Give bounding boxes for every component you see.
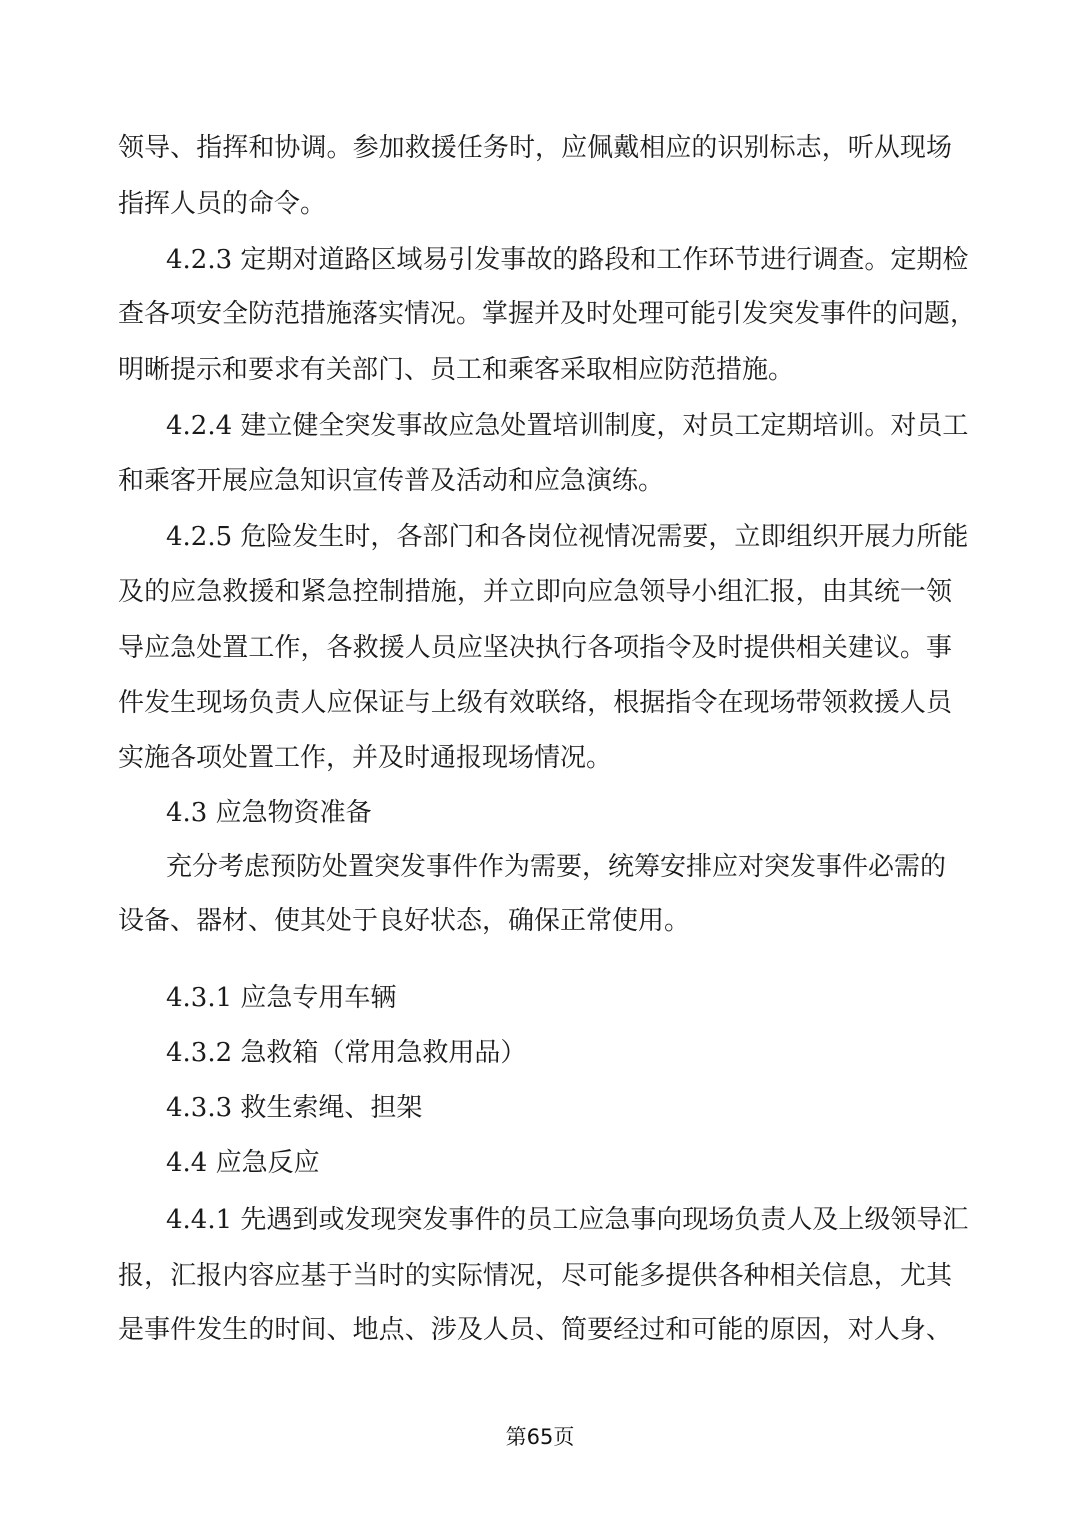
list-item: 4.3.1 应急专用车辆 (166, 983, 397, 1013)
body-text-line: 实施各项处置工作，并及时通报现场情况。 (118, 743, 613, 773)
section-heading: 4.4 应急反应 (166, 1148, 320, 1178)
body-text-line: 4.2.5 危险发生时，各部门和各岗位视情况需要，立即组织开展力所能 (166, 522, 969, 552)
body-text-line: 及的应急救援和紧急控制措施，并立即向应急领导小组汇报，由其统一领 (118, 577, 952, 607)
list-item: 4.3.3 救生索绳、担架 (166, 1093, 423, 1123)
body-text-line: 设备、器材、使其处于良好状态，确保正常使用。 (118, 906, 691, 936)
body-text-line: 4.4.1 先遇到或发现突发事件的员工应急事向现场负责人及上级领导汇 (166, 1205, 969, 1235)
body-text-line: 明晰提示和要求有关部门、员工和乘客采取相应防范措施。 (118, 355, 795, 385)
body-text-line: 查各项安全防范措施落实情况。掌握并及时处理可能引发突发事件的问题， (118, 299, 977, 329)
section-heading: 4.3 应急物资准备 (166, 798, 372, 828)
body-text-line: 领导、指挥和协调。参加救援任务时，应佩戴相应的识别标志，听从现场 (118, 133, 952, 163)
body-text-line: 指挥人员的命令。 (118, 189, 327, 219)
body-text-line: 导应急处置工作，各救援人员应坚决执行各项指令及时提供相关建议。事 (118, 633, 952, 663)
body-text-line: 和乘客开展应急知识宣传普及活动和应急演练。 (118, 466, 665, 496)
body-text-line: 4.2.4 建立健全突发事故应急处置培训制度，对员工定期培训。对员工 (166, 411, 969, 441)
body-text-line: 充分考虑预防处置突发事件作为需要，统筹安排应对突发事件必需的 (166, 852, 947, 882)
body-text-line: 件发生现场负责人应保证与上级有效联络，根据指令在现场带领救援人员 (118, 688, 952, 718)
body-text-line: 4.2.3 定期对道路区域易引发事故的路段和工作环节进行调查。定期检 (166, 245, 969, 275)
body-text-line: 报，汇报内容应基于当时的实际情况，尽可能多提供各种相关信息，尤其 (118, 1261, 952, 1291)
body-text-line: 是事件发生的时间、地点、涉及人员、简要经过和可能的原因，对人身、 (118, 1315, 952, 1345)
list-item: 4.3.2 急救箱（常用急救用品） (166, 1038, 527, 1068)
page-number: 第65页 (505, 1425, 575, 1449)
